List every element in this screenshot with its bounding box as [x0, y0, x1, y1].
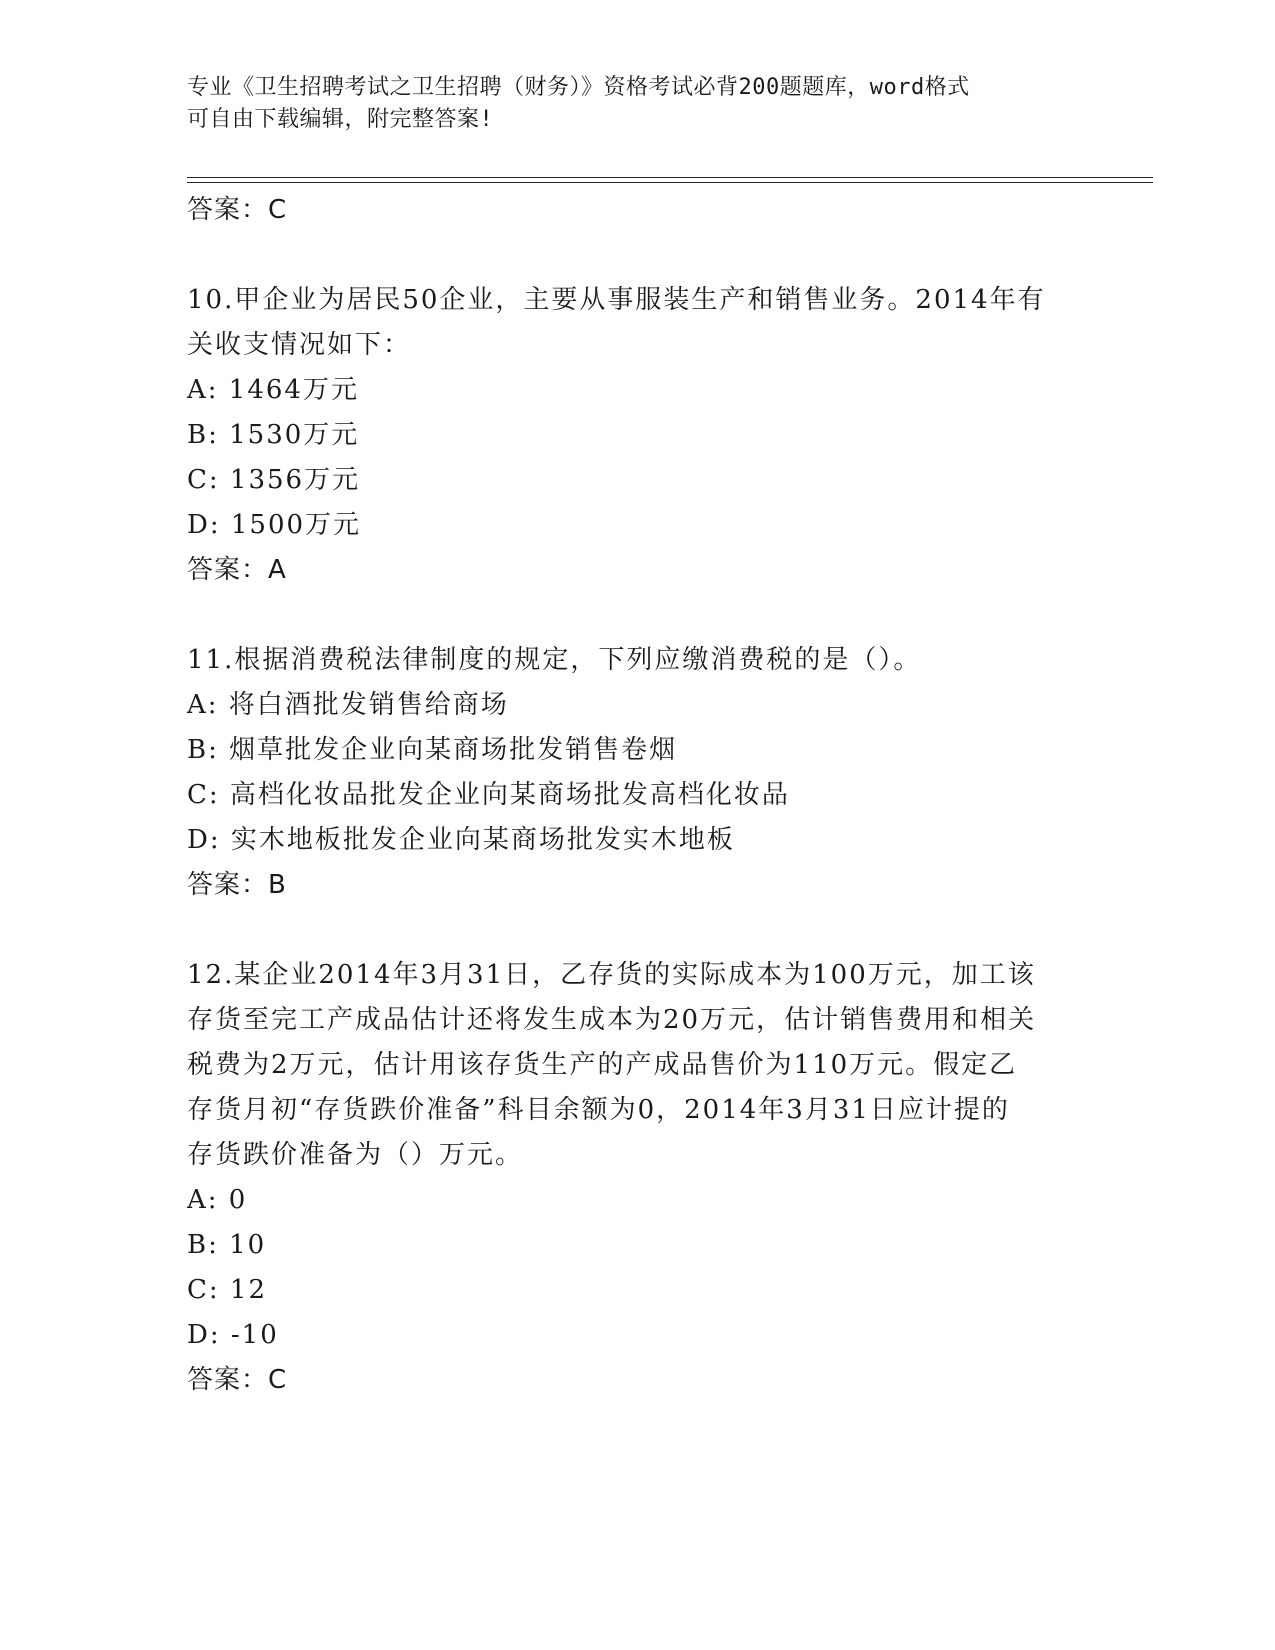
answer-label: 答案：C — [187, 195, 288, 225]
option-b: B: 1530万元 — [187, 420, 360, 450]
question-text: 存货至完工产成品估计还将发生成本为20万元，估计销售费用和相关 — [187, 1005, 1037, 1035]
question-text: 11.根据消费税法律制度的规定，下列应缴消费税的是（）。 — [187, 645, 922, 675]
option-a: A: 1464万元 — [187, 375, 359, 405]
header-title-line-1: 专业《卫生招聘考试之卫生招聘（财务）》资格考试必背200题题库，word格式 — [187, 75, 970, 100]
option-a: A: 将白酒批发销售给商场 — [187, 690, 509, 720]
option-d: D: 1500万元 — [187, 510, 362, 540]
option-b: B: 10 — [187, 1230, 267, 1260]
option-a: A: 0 — [187, 1185, 248, 1215]
question-12 — [187, 953, 1077, 1403]
previous-answer-block — [187, 188, 1077, 233]
question-content — [187, 188, 1077, 1403]
question-text: 10.甲企业为居民50企业，主要从事服装生产和销售业务。2014年有 — [187, 285, 1046, 315]
question-10 — [187, 278, 1077, 593]
question-text: 存货跌价准备为（）万元。 — [187, 1140, 524, 1170]
answer-label: 答案：A — [187, 555, 287, 585]
option-d: D: -10 — [187, 1320, 279, 1350]
question-text: 税费为2万元，估计用该存货生产的产成品售价为110万元。假定乙 — [187, 1050, 1018, 1080]
header-rule-bottom — [187, 182, 1153, 183]
question-text: 关收支情况如下： — [187, 330, 412, 360]
option-c: C: 1356万元 — [187, 465, 361, 495]
option-c: C: 12 — [187, 1275, 268, 1305]
header-title-line-2: 可自由下载编辑，附完整答案! — [187, 107, 494, 132]
question-11 — [187, 638, 1077, 908]
option-b: B: 烟草批发企业向某商场批发销售卷烟 — [187, 735, 678, 765]
document-header — [187, 72, 1067, 136]
header-rule-top — [187, 177, 1153, 178]
option-d: D: 实木地板批发企业向某商场批发实木地板 — [187, 825, 735, 855]
answer-label: 答案：C — [187, 1365, 288, 1395]
question-text: 12.某企业2014年3月31日，乙存货的实际成本为100万元，加工该 — [187, 960, 1036, 990]
question-text: 存货月初“存货跌价准备”科目余额为0，2014年3月31日应计提的 — [187, 1095, 1010, 1125]
option-c: C: 高档化妆品批发企业向某商场批发高档化妆品 — [187, 780, 790, 810]
answer-label: 答案：B — [187, 870, 287, 900]
